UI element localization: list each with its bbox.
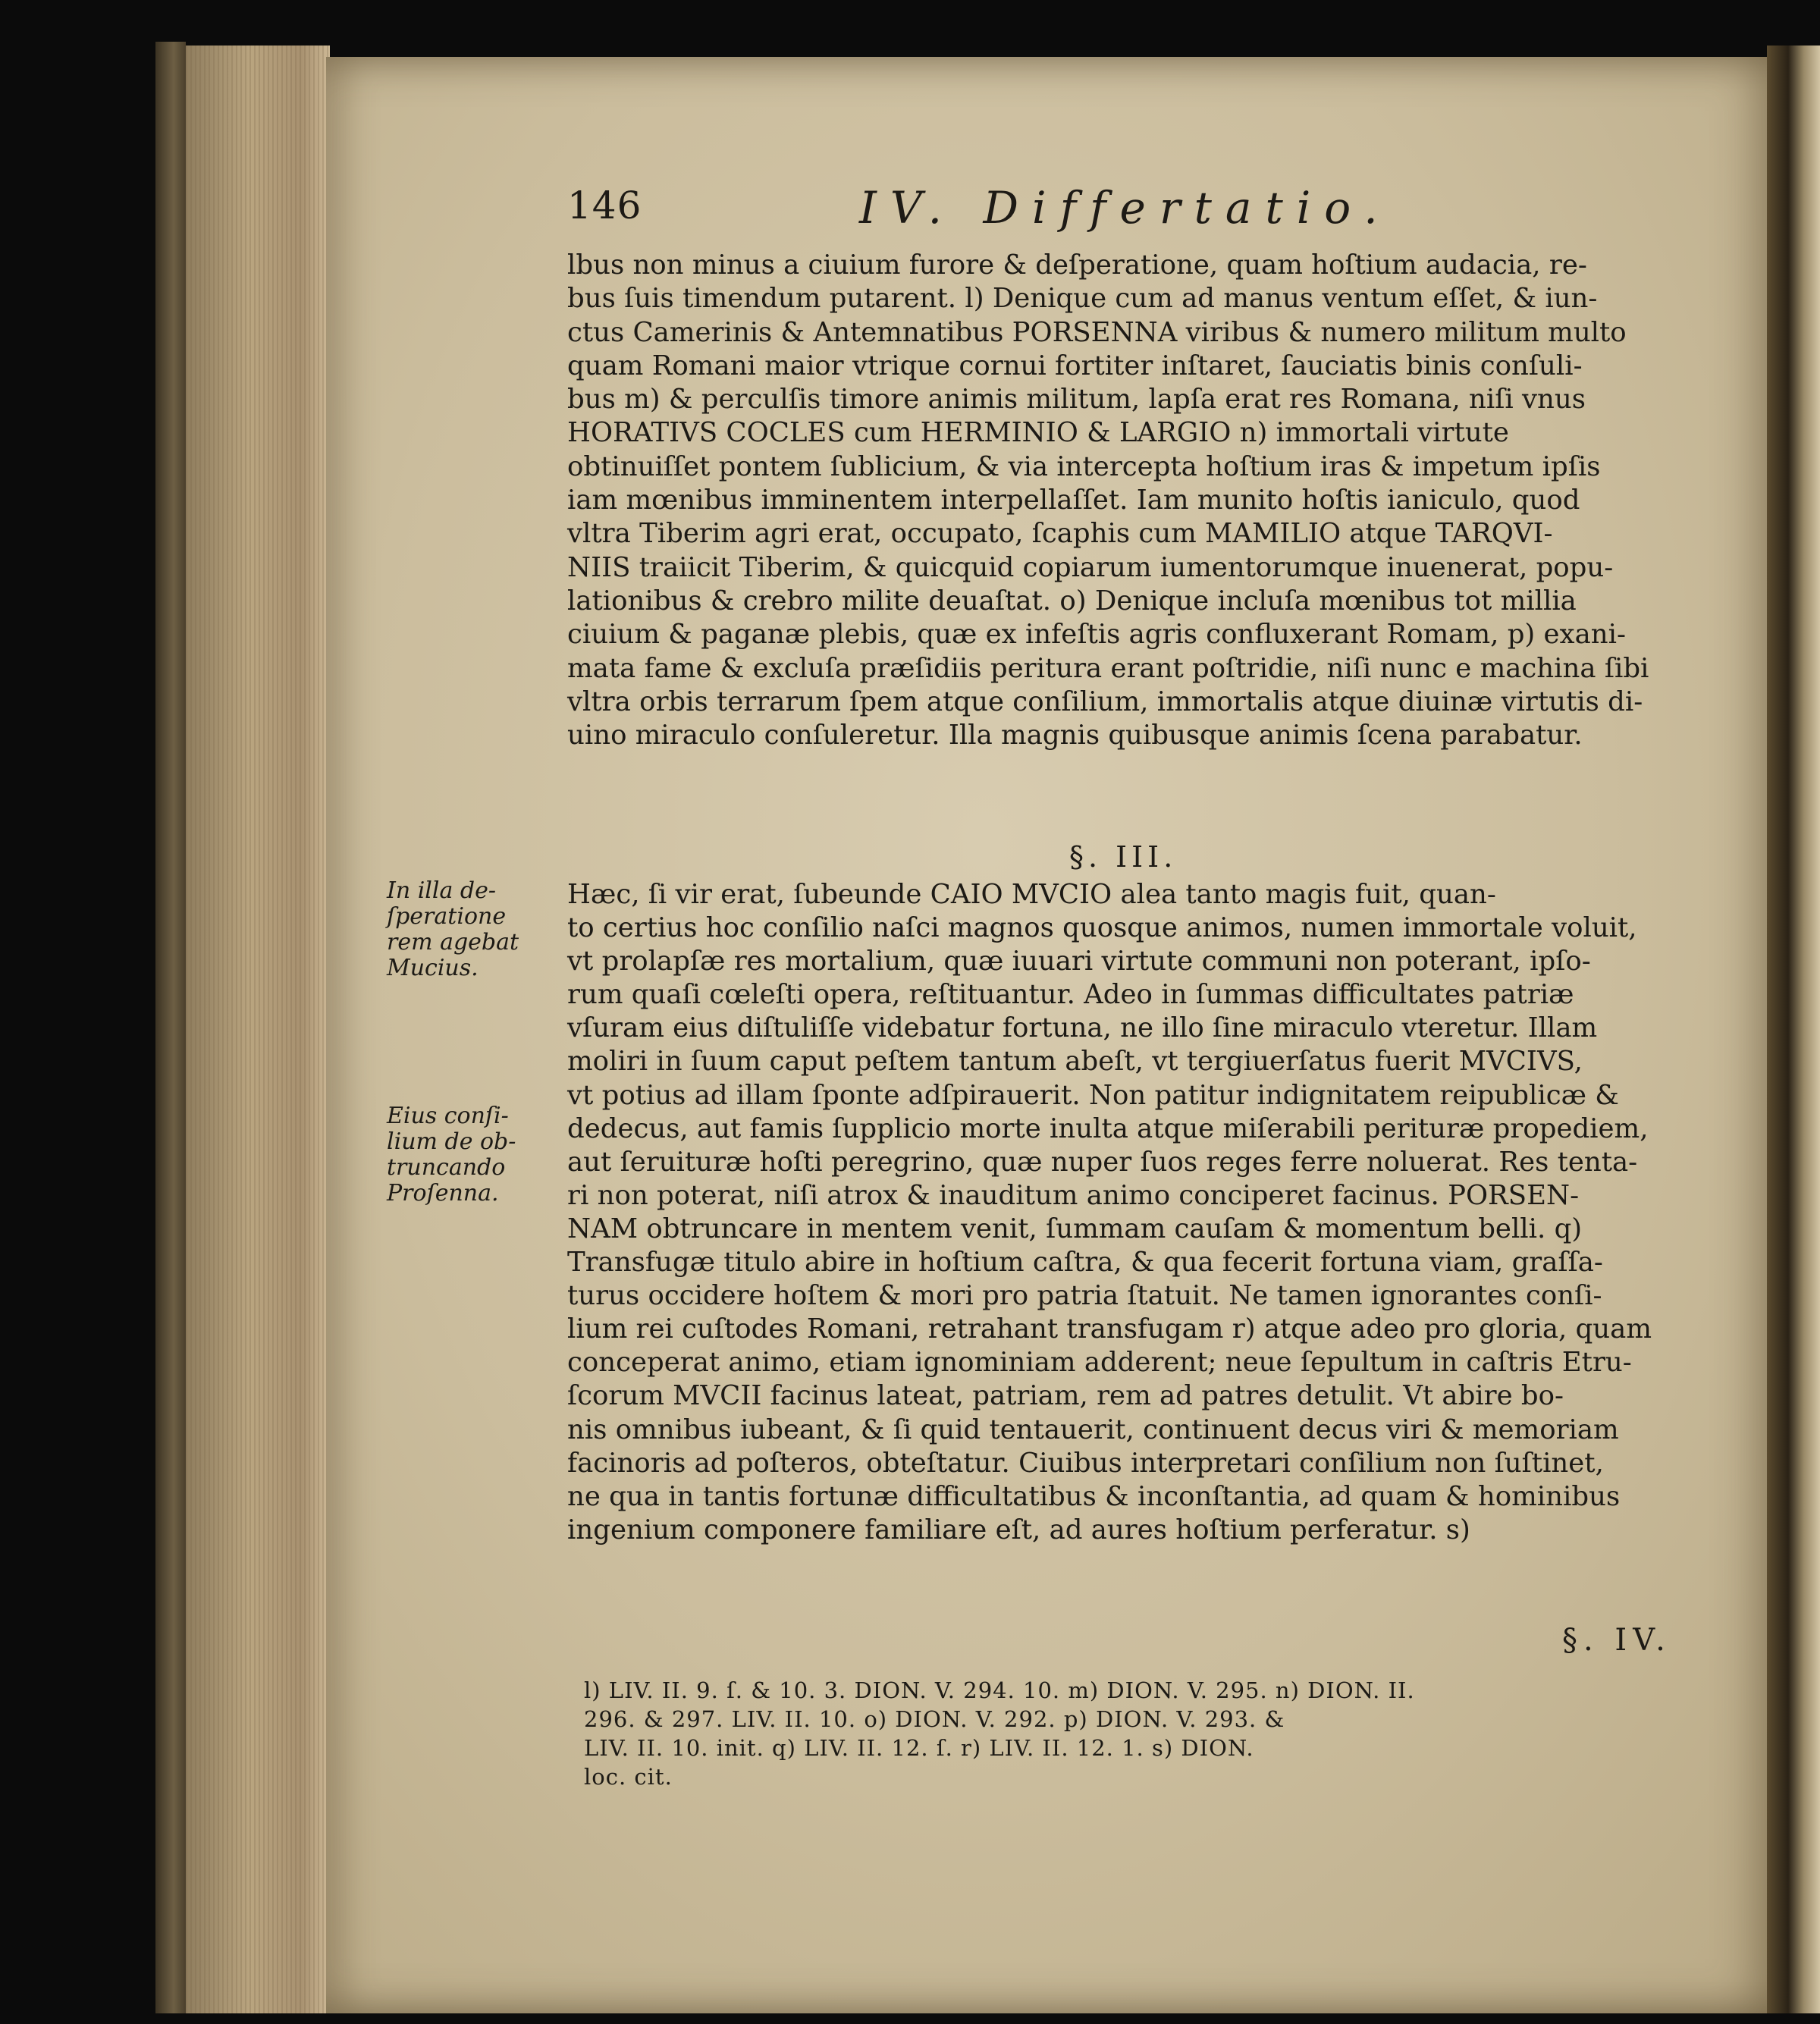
page-edges [186, 46, 330, 2013]
marginal-line: rem agebat [387, 929, 519, 956]
text-line: dedecus, aut famis ſupplicio morte inulta atque miſerabili perituræ propediem, [567, 1112, 1649, 1144]
footnote-line: LIV. II. 10. init. q) LIV. II. 12. ſ. r) LIV. II. 12. 1. s) DION. [584, 1735, 1254, 1761]
text-line: vltra orbis terrarum ſpem atque conſilium, immortalis atque diuinæ virtutis di- [567, 686, 1643, 717]
marginal-line: truncando [387, 1154, 506, 1181]
text-line: lbus non minus a ciuium furore & deſperatione, quam hoſtium audacia, re- [567, 249, 1587, 281]
marginal-line: Proſenna. [387, 1180, 499, 1207]
text-line: ſcorum MVCII facinus lateat, patriam, rem ad patres detulit. Vt abire bo- [567, 1380, 1564, 1412]
text-line: facinoris ad poſteros, obteſtatur. Ciuibus interpretari conſilium non ſuſtinet, [567, 1447, 1604, 1479]
marginal-note-1 [387, 878, 576, 981]
text-line: rum quaſi cœleſti opera, reſtituantur. Adeo in ſummas difficultates patriæ [567, 979, 1574, 1011]
running-title: IV. Differtatio. [859, 182, 1392, 234]
text-line: NIIS traiicit Tiberim, & quicquid copiarum iumentorumque inuenerat, popu- [567, 551, 1614, 583]
paragraph-2 [567, 878, 1674, 1547]
text-line: obtinuiſſet pontem ſublicium, & via intercepta hoſtium iras & impetum ipſis [567, 450, 1601, 482]
book-cover-edge [155, 42, 186, 2013]
text-line: ne qua in tantis fortunæ difficultatibus & inconſtantia, ad quam & hominibus [567, 1480, 1621, 1512]
text-line: HORATIVS COCLES cum HERMINIO & LARGIO n) immortali virtute [567, 417, 1509, 449]
text-line: lationibus & crebro milite deuaſtat. o) Denique incluſa mœnibus tot millia [567, 585, 1577, 617]
next-section-heading: §. IV. [1562, 1623, 1671, 1658]
text-line: moliri in ſuum caput peſtem tantum abeſt, vt tergiuerſatus fuerit MVCIVS, [567, 1046, 1583, 1078]
marginal-line: In illa de- [387, 877, 497, 904]
paragraph-1 [567, 249, 1674, 752]
marginal-line: Eius conſi- [387, 1103, 509, 1129]
marginal-line: lium de ob- [387, 1128, 516, 1155]
marginal-note-2 [387, 1103, 576, 1207]
page-number: 146 [567, 184, 642, 228]
text-line: Hæc, ſi vir erat, ſubeunde CAIO MVCIO alea tanto magis fuit, quan- [567, 879, 1496, 910]
text-line: quam Romani maior vtrique cornui fortiter inſtaret, ſauciatis binis conſuli- [567, 350, 1583, 381]
text-line: nis omnibus iubeant, & ſi quid tentauerit, continuent decus viri & memoriam [567, 1414, 1619, 1445]
text-line: ciuium & paganæ plebis, quæ ex infeſtis agris confluxerant Romam, p) exani- [567, 619, 1626, 651]
text-line: vſuram eius diſtuliſſe videbatur fortuna, ne illo ſine miraculo vteretur. Illam [567, 1012, 1598, 1044]
text-line: mata fame & excluſa præſidiis peritura erant poſtridie, niſi nunc e machina ſibi [567, 652, 1649, 684]
text-line: vt potius ad illam ſponte adſpirauerit. Non patitur indignitatem reipublicæ & [567, 1079, 1619, 1111]
text-line: Transfugæ titulo abire in hoſtium caſtra, & qua fecerit fortuna viam, graſſa- [567, 1247, 1603, 1279]
text-line: vltra Tiberim agri erat, occupato, ſcaphis cum MAMILIO atque TARQVI- [567, 518, 1553, 550]
text-line: bus m) & perculſis timore animis militum, lapſa erat res Romana, niſi vnus [567, 384, 1586, 416]
footnote-line: l) LIV. II. 9. ſ. & 10. 3. DION. V. 294. 10. m) DION. V. 295. n) DION. II. [584, 1677, 1415, 1703]
section-heading: §. III. [1069, 840, 1178, 874]
text-line: vt prolapſæ res mortalium, quæ iuuari virtute communi non poterant, ipſo- [567, 946, 1591, 977]
text-line: ingenium componere familiare eſt, ad aures hoſtium perferatur. s) [567, 1514, 1470, 1545]
text-line: conceperat animo, etiam ignominiam adderent; neue ſepultum in caſtris Etru- [567, 1347, 1632, 1379]
text-line: ctus Camerinis & Antemnatibus PORSENNA viribus & numero militum multo [567, 316, 1627, 348]
text-line: bus ſuis timendum putarent. l) Denique cum ad manus ventum eſſet, & iun- [567, 283, 1598, 315]
text-line: uino miraculo conſuleretur. Illa magnis quibusque animis ſcena parabatur. [567, 720, 1583, 752]
book-gutter [1767, 46, 1820, 2013]
text-line: ri non poterat, niſi atrox & inauditum animo conciperet facinus. PORSEN- [567, 1179, 1580, 1211]
footnote-line: loc. cit. [584, 1764, 673, 1790]
text-line: lium rei cuſtodes Romani, retrahant transfugam r) atque adeo pro gloria, quam [567, 1313, 1652, 1345]
text-line: turus occidere hoſtem & mori pro patria ſtatuit. Ne tamen ignorantes conſi- [567, 1280, 1602, 1312]
marginal-line: ſperatione [387, 903, 507, 930]
running-head [567, 182, 1743, 235]
text-line: aut ſeruituræ hoſti peregrino, quæ nuper ſuos reges ferre noluerat. Res tenta- [567, 1146, 1638, 1178]
footnote-line: 296. & 297. LIV. II. 10. o) DION. V. 292. p) DION. V. 293. & [584, 1706, 1285, 1732]
text-line: iam mœnibus imminentem interpellaſſet. Iam munito hoſtis ianiculo, quod [567, 485, 1580, 516]
footnotes [584, 1676, 1676, 1791]
marginal-line: Mucius. [387, 955, 479, 981]
text-line: NAM obtruncare in mentem venit, ſummam cauſam & momentum belli. q) [567, 1213, 1583, 1244]
text-line: to certius hoc conſilio naſci magnos quosque animos, numen immortale voluit, [567, 912, 1637, 944]
